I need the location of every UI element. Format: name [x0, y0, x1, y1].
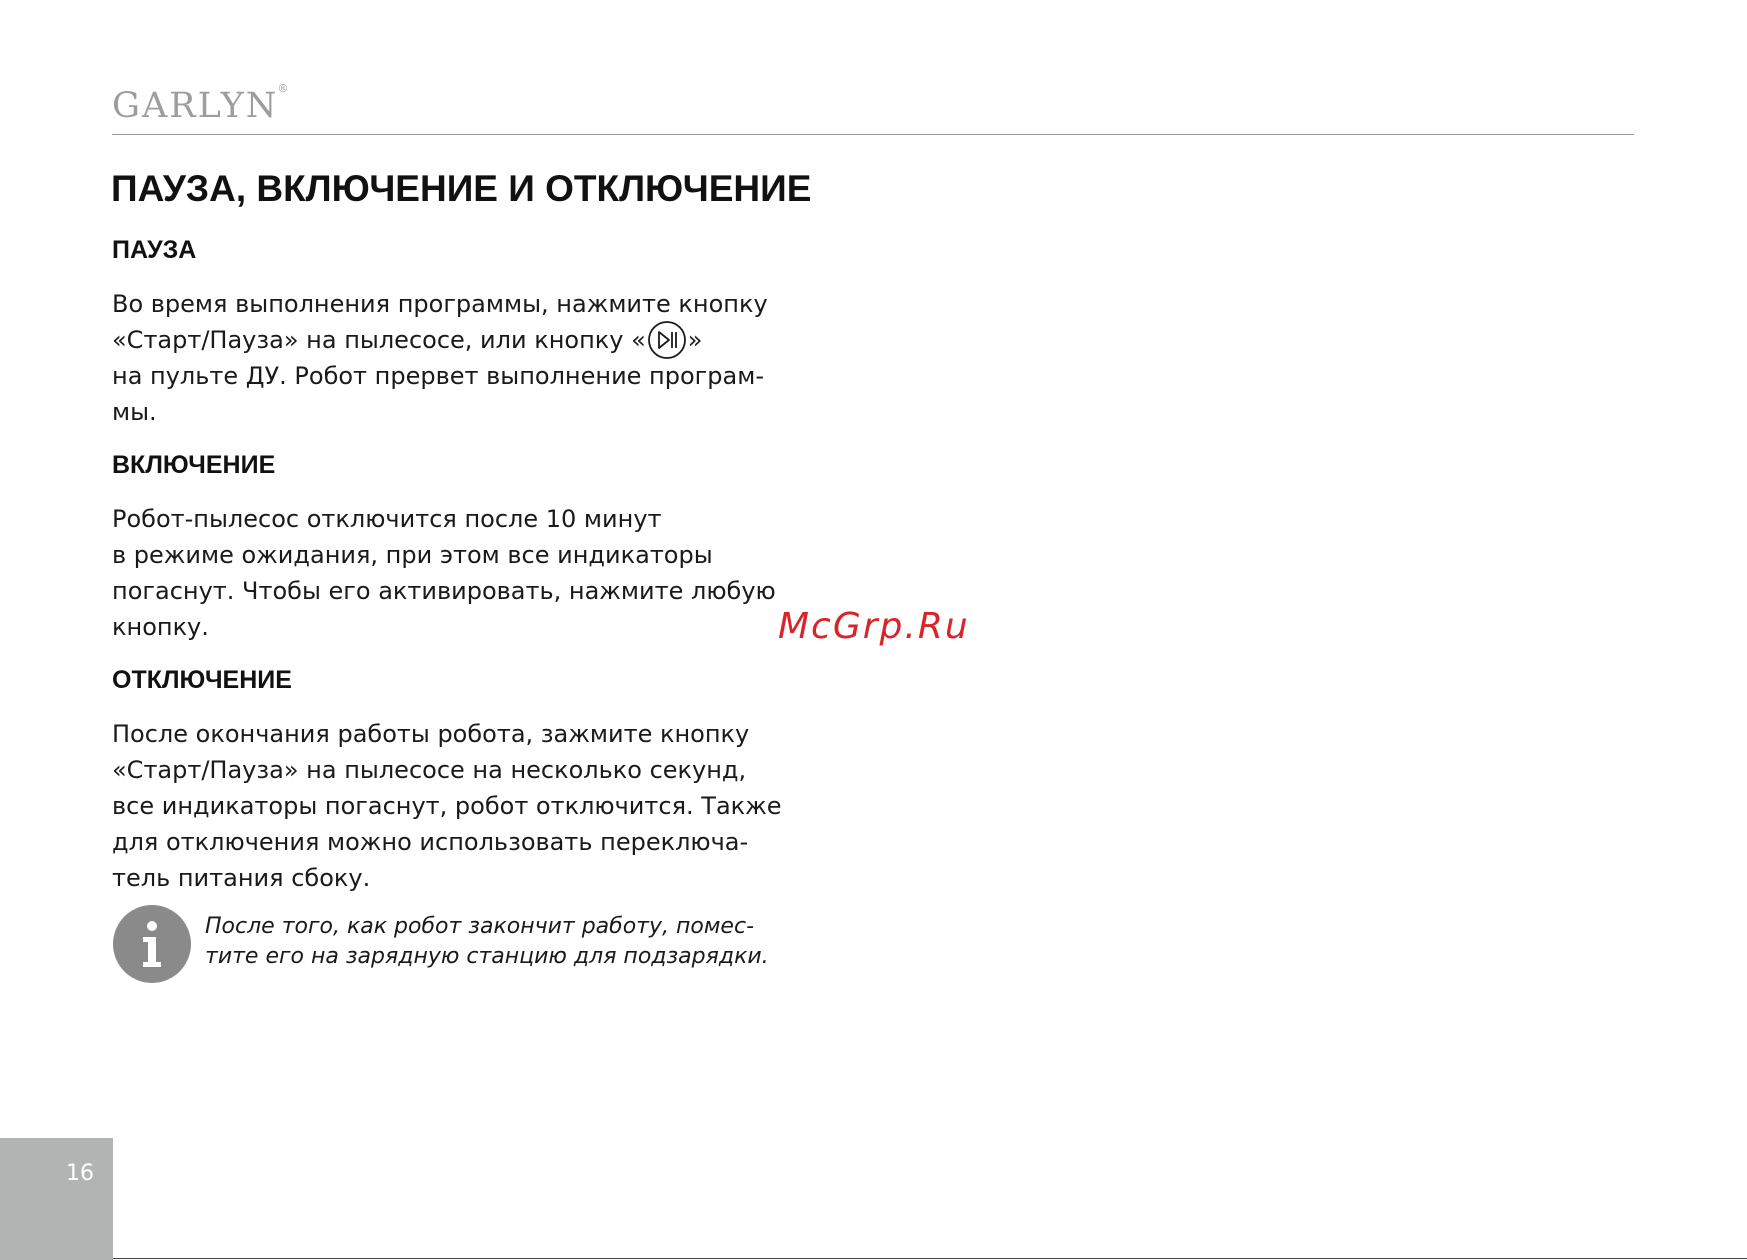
brand-name: GARLYN: [112, 86, 279, 126]
info-note: [205, 912, 769, 972]
brand-logo: [112, 82, 289, 126]
text-line: тель питания сбоку.: [112, 864, 371, 892]
text-line: кнопку.: [112, 613, 209, 641]
text-line: Робот-пылесос отключится после 10 минут: [112, 505, 662, 533]
text-fragment: «Старт/Пауза» на пылесосе, или кнопку «: [112, 326, 646, 354]
note-line: После того, как робот закончит работу, помес-: [205, 914, 755, 939]
section-heading-power-off: ОТКЛЮЧЕНИЕ: [112, 666, 292, 694]
text-line: на пульте ДУ. Робот прервет выполнение програм-: [112, 362, 764, 390]
section-heading-pause: ПАУЗА: [112, 236, 197, 264]
text-line: «Старт/Пауза» на пылесосе на несколько секунд,: [112, 756, 747, 784]
text-line: мы.: [112, 398, 157, 426]
text-line: в режиме ожидания, при этом все индикаторы: [112, 541, 713, 569]
text-line-with-icon: [112, 322, 768, 358]
text-line: После окончания работы робота, зажмите кнопку: [112, 720, 750, 748]
page-number: 16: [66, 1161, 94, 1186]
text-line: погаснут. Чтобы его активировать, нажмите любую: [112, 577, 776, 605]
text-fragment: »: [687, 326, 703, 354]
section-text-power-on: [112, 501, 776, 645]
page-title: ПАУЗА, ВКЛЮЧЕНИЕ И ОТКЛЮЧЕНИЕ: [111, 168, 812, 209]
note-line: тите его на зарядную станцию для подзарядки.: [205, 944, 769, 969]
watermark: McGrp.Ru: [778, 606, 970, 647]
text-line: все индикаторы погаснут, робот отключится. Также: [112, 792, 782, 820]
registered-mark: ®: [277, 82, 289, 95]
section-text-power-off: [112, 716, 782, 896]
header-divider: [112, 134, 1634, 135]
section-text-pause: [112, 286, 768, 430]
text-line: для отключения можно использовать переключа-: [112, 828, 749, 856]
play-pause-icon: [647, 320, 687, 360]
page-number-tab: [0, 1138, 113, 1260]
text-line: Во время выполнения программы, нажмите кнопку: [112, 290, 768, 318]
info-icon: [112, 904, 192, 984]
section-heading-power-on: ВКЛЮЧЕНИЕ: [112, 451, 276, 479]
bottom-divider: [113, 1258, 1747, 1259]
